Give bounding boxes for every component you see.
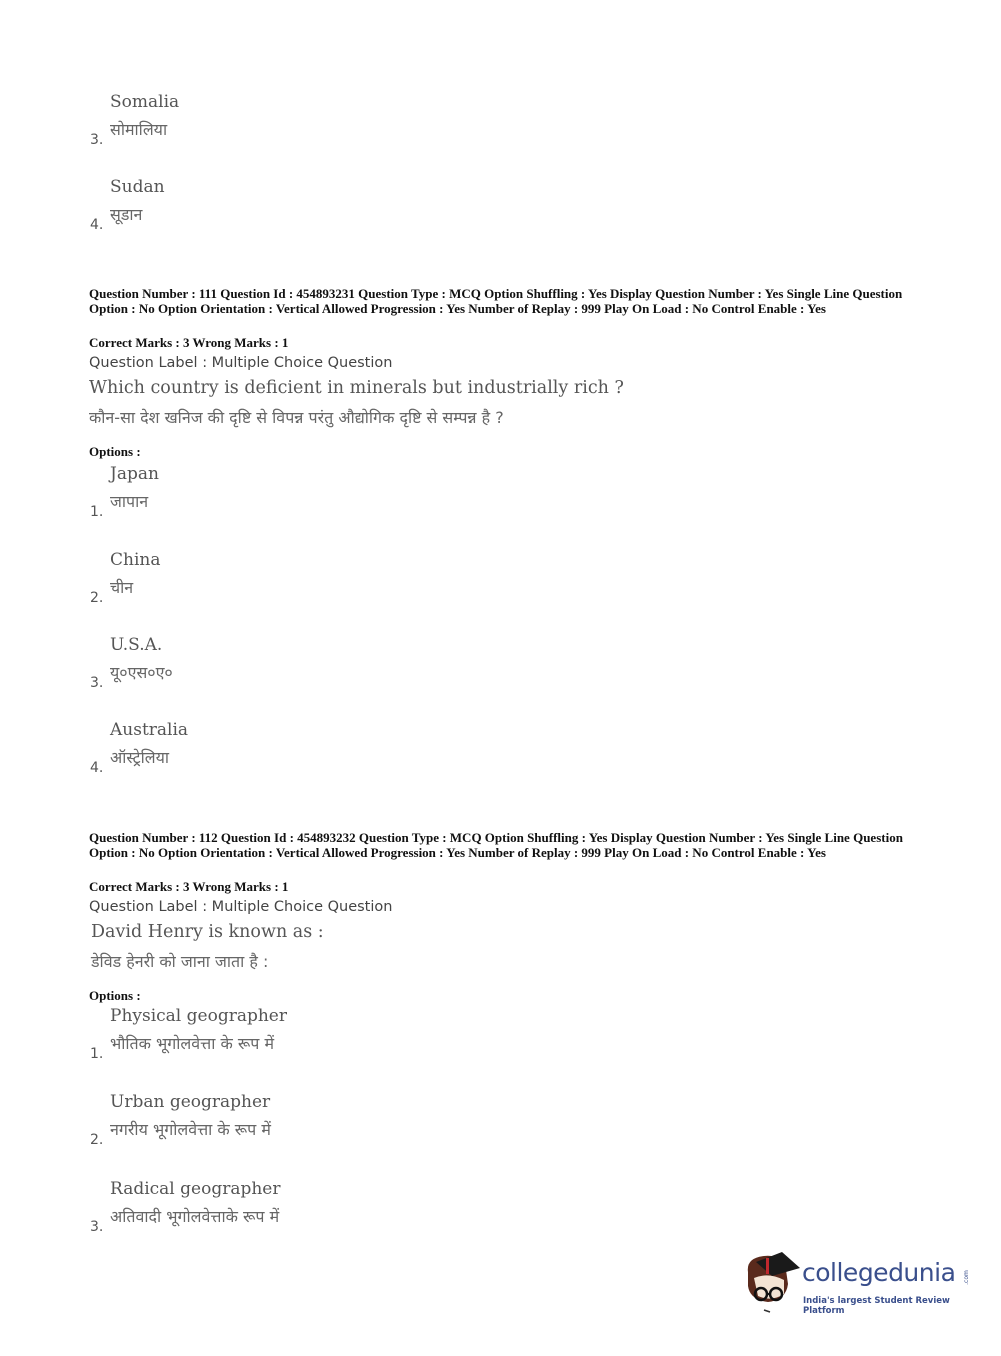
option-2	[89, 1092, 489, 1162]
question-text-en: Which country is deficient in minerals but industrially rich ?	[89, 378, 624, 398]
option-3	[89, 1179, 489, 1249]
option-text-hi: भौतिक भूगोलवेत्ता के रूप में	[110, 1034, 275, 1053]
option-4	[89, 720, 489, 790]
option-text-hi: सोमालिया	[110, 120, 168, 139]
option-4	[89, 177, 489, 247]
options-heading: Options :	[89, 444, 141, 459]
option-text-hi: अतिवादी भूगोलवेत्ताके रूप में	[110, 1207, 280, 1226]
option-number: 1.	[90, 1046, 104, 1062]
option-1	[89, 464, 489, 534]
option-text-hi: जापान	[110, 492, 149, 511]
option-text-en: Japan	[110, 464, 159, 484]
question-label: Question Label : Multiple Choice Question	[89, 899, 393, 915]
option-text-hi: यू०एस०ए०	[110, 663, 173, 682]
options-heading: Options :	[89, 988, 141, 1003]
option-number: 1.	[90, 504, 104, 520]
option-text-hi: नगरीय भूगोलवेत्ता के रूप में	[110, 1120, 271, 1139]
question-text-hi: कौन-सा देश खनिज की दृष्टि से विपन्न परंतु औद्योगिक दृष्टि से सम्पन्न है ?	[89, 408, 504, 427]
question-label: Question Label : Multiple Choice Question	[89, 355, 393, 371]
option-number: 4.	[90, 760, 104, 776]
option-number: 4.	[90, 217, 104, 233]
question-text-hi: डेविड हेनरी को जाना जाता है :	[91, 952, 269, 971]
option-text-en: Sudan	[110, 177, 165, 197]
mascot-icon	[742, 1250, 802, 1316]
option-text-hi: ऑस्ट्रेलिया	[110, 748, 170, 767]
option-text-en: Urban geographer	[110, 1092, 271, 1112]
option-text-en: China	[110, 550, 161, 570]
question-marks: Correct Marks : 3 Wrong Marks : 1	[89, 879, 289, 894]
question-meta: Question Number : 111 Question Id : 454893231 Question Type : MCQ Option Shuffling : Yes Display Question Number : Yes Single Line Question Option : No Option Orientation : Vertical Allowed Progression : Yes Number of Replay : 999 Play On Load : No Control Enable : Yes	[89, 286, 903, 316]
option-text-en: Radical geographer	[110, 1179, 281, 1199]
logo-tagline: India's largest Student Review Platform	[803, 1296, 950, 1316]
option-number: 3.	[90, 1219, 104, 1235]
option-number: 3.	[90, 132, 104, 148]
option-text-en: Australia	[110, 720, 189, 740]
question-marks: Correct Marks : 3 Wrong Marks : 1	[89, 335, 289, 350]
collegedunia-logo	[742, 1250, 972, 1316]
option-3	[89, 92, 489, 162]
option-text-en: Somalia	[110, 92, 180, 112]
question-text-en: David Henry is known as :	[91, 922, 324, 942]
option-number: 2.	[90, 1132, 104, 1148]
option-3	[89, 635, 489, 705]
option-text-hi: सूडान	[110, 205, 143, 224]
option-number: 3.	[90, 675, 104, 691]
question-meta: Question Number : 112 Question Id : 454893232 Question Type : MCQ Option Shuffling : Yes Display Question Number : Yes Single Line Question Option : No Option Orientation : Vertical Allowed Progression : Yes Number of Replay : 999 Play On Load : No Control Enable : Yes	[89, 830, 903, 860]
option-text-en: Physical geographer	[110, 1006, 287, 1026]
logo-domain: .com	[962, 1270, 970, 1285]
option-2	[89, 550, 489, 620]
logo-brand: collegedunia	[802, 1258, 956, 1287]
option-text-hi: चीन	[110, 578, 134, 597]
option-1	[89, 1006, 489, 1076]
option-number: 2.	[90, 590, 104, 606]
option-text-en: U.S.A.	[110, 635, 163, 655]
